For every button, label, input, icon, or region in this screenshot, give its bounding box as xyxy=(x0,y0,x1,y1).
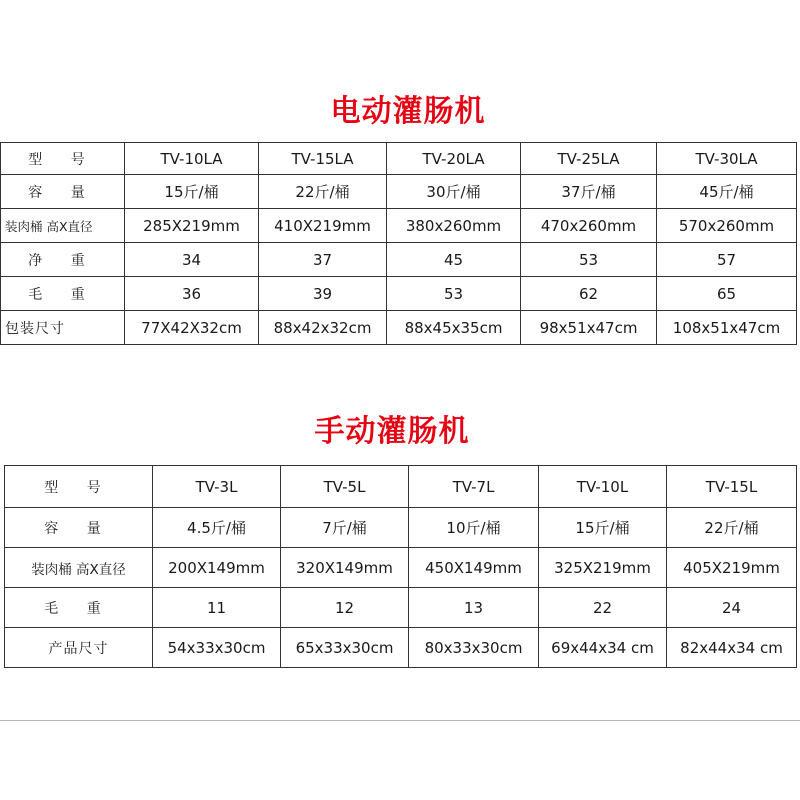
table-cell: 53 xyxy=(521,243,657,277)
row-label-barrel-size: 装肉桶 高X直径 xyxy=(5,548,153,588)
table-cell: 24 xyxy=(667,588,797,628)
table-row xyxy=(5,588,797,628)
model-cell: TV-10L xyxy=(539,466,667,508)
table-row xyxy=(1,243,797,277)
model-cell: TV-10LA xyxy=(125,143,259,175)
row-label-capacity: 容 量 xyxy=(5,508,153,548)
table-cell: 80x33x30cm xyxy=(409,628,539,668)
table-row xyxy=(1,175,797,209)
row-label-barrel-size: 装肉桶 高X直径 xyxy=(1,209,125,243)
table-cell: 7斤/桶 xyxy=(281,508,409,548)
table-cell: 62 xyxy=(521,277,657,311)
table-cell: 45斤/桶 xyxy=(657,175,797,209)
table-cell: 98x51x47cm xyxy=(521,311,657,345)
table-cell: 15斤/桶 xyxy=(539,508,667,548)
table-cell: 13 xyxy=(409,588,539,628)
table-cell: 108x51x47cm xyxy=(657,311,797,345)
table-cell: 77X42X32cm xyxy=(125,311,259,345)
table-cell: 325X219mm xyxy=(539,548,667,588)
electric-enema-machine-title: 电动灌肠机 xyxy=(330,94,486,129)
table-cell: 320X149mm xyxy=(281,548,409,588)
table-cell: 34 xyxy=(125,243,259,277)
table-cell: 22斤/桶 xyxy=(259,175,387,209)
row-label-model: 型 号 xyxy=(5,466,153,508)
row-label-gross-weight: 毛 重 xyxy=(1,277,125,311)
table-cell: 285X219mm xyxy=(125,209,259,243)
table-cell: 22斤/桶 xyxy=(667,508,797,548)
model-cell: TV-15L xyxy=(667,466,797,508)
table-cell: 45 xyxy=(387,243,521,277)
table-cell: 30斤/桶 xyxy=(387,175,521,209)
table-cell: 37斤/桶 xyxy=(521,175,657,209)
table-cell: 570x260mm xyxy=(657,209,797,243)
table-cell: 15斤/桶 xyxy=(125,175,259,209)
model-cell: TV-5L xyxy=(281,466,409,508)
model-cell: TV-25LA xyxy=(521,143,657,175)
row-label-net-weight: 净 重 xyxy=(1,243,125,277)
row-label-gross-weight: 毛 重 xyxy=(5,588,153,628)
table-cell: 54x33x30cm xyxy=(153,628,281,668)
row-label-capacity: 容 量 xyxy=(1,175,125,209)
table-cell: 22 xyxy=(539,588,667,628)
model-cell: TV-3L xyxy=(153,466,281,508)
bottom-divider xyxy=(0,720,800,721)
table-cell: 380x260mm xyxy=(387,209,521,243)
table-cell: 39 xyxy=(259,277,387,311)
electric-spec-table xyxy=(0,142,797,345)
table-cell: 405X219mm xyxy=(667,548,797,588)
table-cell: 65 xyxy=(657,277,797,311)
table-cell: 37 xyxy=(259,243,387,277)
table-cell: 12 xyxy=(281,588,409,628)
table-cell: 11 xyxy=(153,588,281,628)
table-row xyxy=(1,143,797,175)
table-cell: 69x44x34 cm xyxy=(539,628,667,668)
table-row xyxy=(5,628,797,668)
table-cell: 450X149mm xyxy=(409,548,539,588)
table-cell: 36 xyxy=(125,277,259,311)
table-row xyxy=(5,508,797,548)
manual-enema-machine-title: 手动灌肠机 xyxy=(314,414,470,449)
table-cell: 82x44x34 cm xyxy=(667,628,797,668)
model-cell: TV-20LA xyxy=(387,143,521,175)
table-row xyxy=(1,311,797,345)
table-cell: 53 xyxy=(387,277,521,311)
table-cell: 200X149mm xyxy=(153,548,281,588)
table-cell: 470x260mm xyxy=(521,209,657,243)
model-cell: TV-15LA xyxy=(259,143,387,175)
row-label-product-size: 产品尺寸 xyxy=(5,628,153,668)
table-cell: 88x45x35cm xyxy=(387,311,521,345)
row-label-package-size: 包装尺寸 xyxy=(1,311,125,345)
manual-spec-table xyxy=(4,465,797,668)
model-cell: TV-7L xyxy=(409,466,539,508)
table-row xyxy=(5,548,797,588)
table-cell: 410X219mm xyxy=(259,209,387,243)
table-row xyxy=(5,466,797,508)
table-cell: 88x42x32cm xyxy=(259,311,387,345)
table-cell: 57 xyxy=(657,243,797,277)
table-row xyxy=(1,277,797,311)
table-cell: 4.5斤/桶 xyxy=(153,508,281,548)
table-row xyxy=(1,209,797,243)
table-cell: 10斤/桶 xyxy=(409,508,539,548)
table-cell: 65x33x30cm xyxy=(281,628,409,668)
row-label-model: 型 号 xyxy=(1,143,125,175)
model-cell: TV-30LA xyxy=(657,143,797,175)
